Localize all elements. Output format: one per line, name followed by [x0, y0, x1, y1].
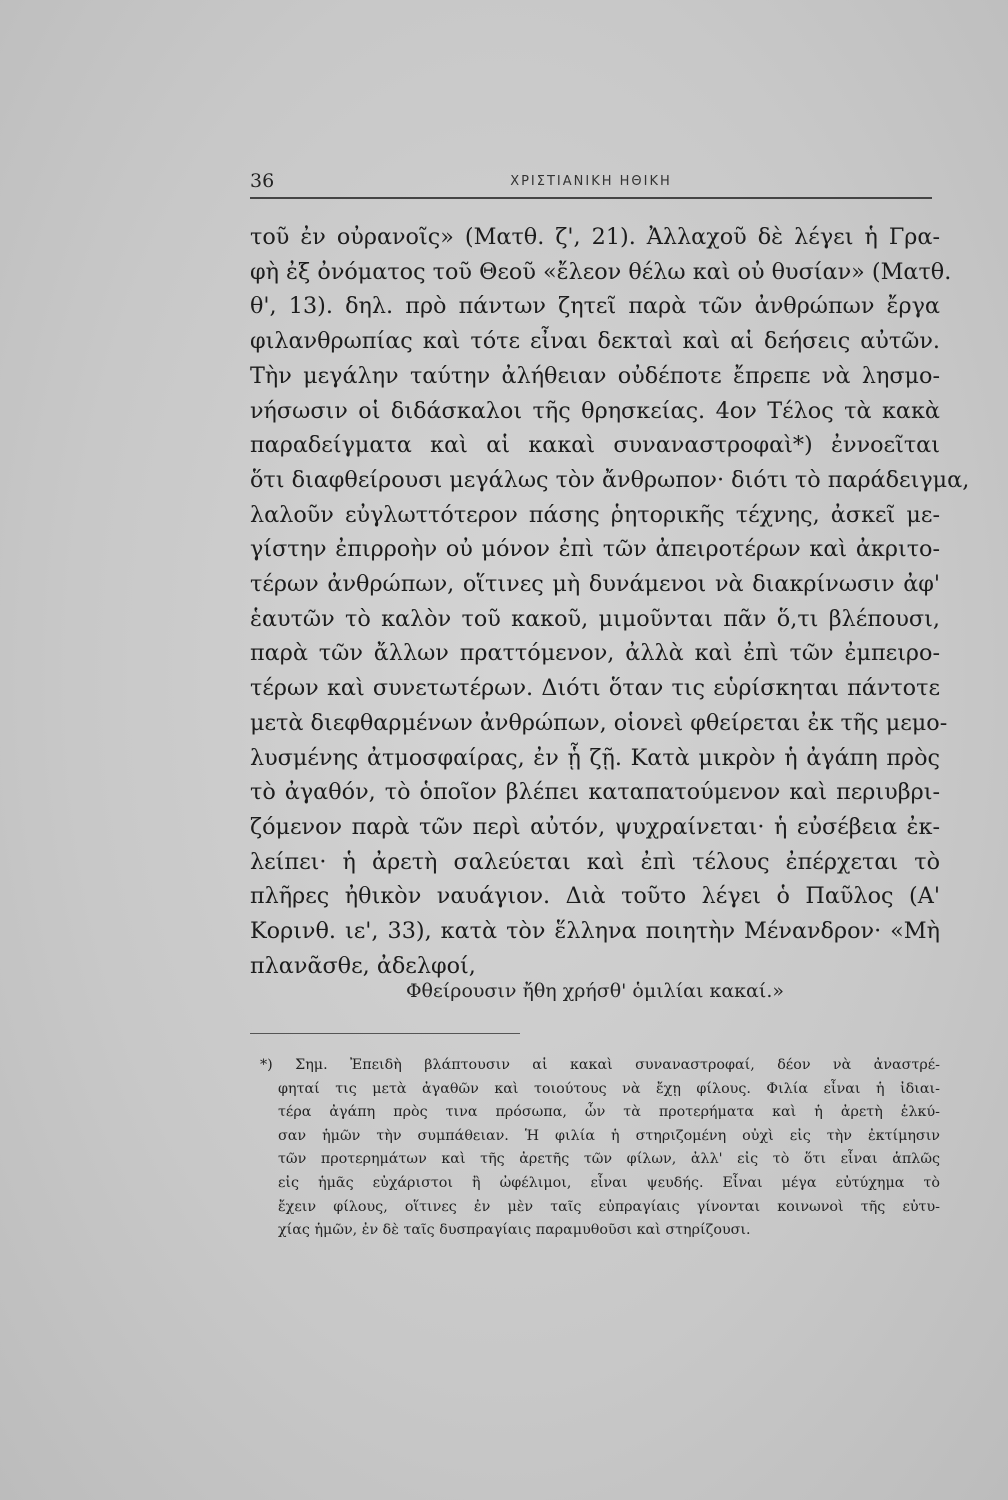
text-line: παραδείγματα καὶ αἱ κακαὶ συναναστροφαὶ*) ἐννοεῖται [250, 432, 940, 459]
text-line: γίστην ἐπιρροὴν οὐ μόνον ἐπὶ τῶν ἀπειροτέρων καὶ ἀκριτο- [250, 536, 940, 563]
text-line: λαλοῦν εὐγλωττότερον πάσης ῥητορικῆς τέχνης, ἀσκεῖ με- [250, 501, 940, 528]
page-number: 36 [250, 170, 275, 192]
text-line: μετὰ διεφθαρμένων ἀνθρώπων, οἱονεὶ φθείρεται ἐκ τῆς μεμο- [250, 709, 948, 736]
footnote-line: ἔχειν φίλους, οἵτινες ἐν μὲν ταῖς εὐπραγίαις γίνονται κοινωνοὶ τῆς εὐτυ- [278, 1198, 940, 1215]
text-line: φιλανθρωπίας καὶ τότε εἶναι δεκταὶ καὶ αἱ δεήσεις αὐτῶν. [250, 328, 940, 355]
text-line: νήσωσιν οἱ διδάσκαλοι τῆς θρησκείας. 4ον Τέλος τὰ κακὰ [250, 397, 940, 424]
text-line: τὸ ἀγαθόν, τὸ ὁποῖον βλέπει καταπατούμενον καὶ περιυβρι- [250, 779, 940, 806]
text-line: τέρων καὶ συνετωτέρων. Διότι ὅταν τις εὑρίσκηται πάντοτε [250, 675, 940, 702]
footnote-line: τῶν προτερημάτων καὶ τῆς ἀρετῆς τῶν φίλων, ἀλλ' εἰς τὸ ὅτι εἶναι ἁπλῶς [278, 1151, 940, 1168]
header-rule [250, 197, 932, 199]
text-line: πλανᾶσθε, ἀδελφοί, [250, 952, 476, 979]
text-line: παρὰ τῶν ἄλλων πραττόμενον, ἀλλὰ καὶ ἐπὶ τῶν ἐμπειρο- [250, 640, 940, 667]
text-line: τοῦ ἐν οὐρανοῖς» (Ματθ. ζ', 21). Ἀλλαχοῦ δὲ λέγει ἡ Γρα- [250, 224, 940, 250]
text-line: Τὴν μεγάλην ταύτην ἀλήθειαν οὐδέποτε ἔπρεπε νὰ λησμο- [250, 362, 940, 389]
text-line: τέρων ἀνθρώπων, οἵτινες μὴ δυνάμενοι νὰ διακρίνωσιν ἀφ' [250, 571, 940, 598]
footnote [250, 1054, 940, 1243]
text-line: Κορινθ. ιε', 33), κατὰ τὸν ἕλληνα ποιητὴν Μένανδρον· «Μὴ [250, 918, 940, 945]
body-text [250, 220, 970, 983]
footnote-line: φηταί τις μετὰ ἀγαθῶν καὶ τοιούτους νὰ ἔχῃ φίλους. Φιλία εἶναι ἡ ἰδιαι- [278, 1080, 940, 1097]
text-line: πλῆρες ἠθικὸν ναυάγιον. Διὰ τοῦτο λέγει ὁ Παῦλος (Α' [250, 883, 940, 910]
footnote-line: σαν ἡμῶν τὴν συμπάθειαν. Ἡ φιλία ἡ στηριζομένη οὐχὶ εἰς τὴν ἐκτίμησιν [278, 1127, 940, 1144]
text-line: λυσμένης ἀτμοσφαίρας, ἐν ᾗ ζῇ. Κατὰ μικρὸν ἡ ἀγάπη πρὸς [250, 744, 940, 771]
footnote-line: εἰς ἡμᾶς εὐχάριστοι ἢ ὠφέλιμοι, εἶναι ψευδής. Εἶναι μέγα εὐτύχημα τὸ [278, 1174, 940, 1191]
footnote-rule [250, 1033, 520, 1034]
text-line: φὴ ἐξ ὀνόματος τοῦ Θεοῦ «ἔλεον θέλω καὶ οὐ θυσίαν» (Ματθ. [250, 258, 952, 285]
footnote-line: *) Σημ. Ἐπειδὴ βλάπτουσιν αἱ κακαὶ συναναστροφαί, δέον νὰ ἀναστρέ- [260, 1057, 940, 1073]
text-line: λείπει· ἡ ἀρετὴ σαλεύεται καὶ ἐπὶ τέλους ἐπέρχεται τὸ [250, 848, 940, 875]
footnote-line: τέρα ἀγάπη πρὸς τινα πρόσωπα, ὧν τὰ προτερήματα καὶ ἡ ἀρετὴ ἑλκύ- [278, 1104, 940, 1121]
text-line: ζόμενον παρὰ τῶν περὶ αὐτόν, ψυχραίνεται· ἡ εὐσέβεια ἐκ- [250, 813, 940, 840]
footnote-line: χίας ἡμῶν, ἐν δὲ ταῖς δυσπραγίαις παραμυθοῦσι καὶ στηρίζουσι. [278, 1222, 751, 1239]
running-head: ΧΡΙΣΤΙΑΝΙΚΗ ΗΘΙΚΗ [510, 174, 672, 189]
text-line: ὅτι διαφθείρουσι μεγάλως τὸν ἄνθρωπον· διότι τὸ παράδειγμα, [250, 466, 970, 493]
verse-quote: Φθείρουσιν ἤθη χρήσθ' ὁμιλίαι κακαί.» [405, 980, 785, 1002]
text-line: ἑαυτῶν τὸ καλὸν τοῦ κακοῦ, μιμοῦνται πᾶν ὅ,τι βλέπουσι, [250, 605, 940, 632]
page-header [250, 168, 932, 198]
text-line: θ', 13). δηλ. πρὸ πάντων ζητεῖ παρὰ τῶν ἀνθρώπων ἔργα [250, 293, 940, 320]
